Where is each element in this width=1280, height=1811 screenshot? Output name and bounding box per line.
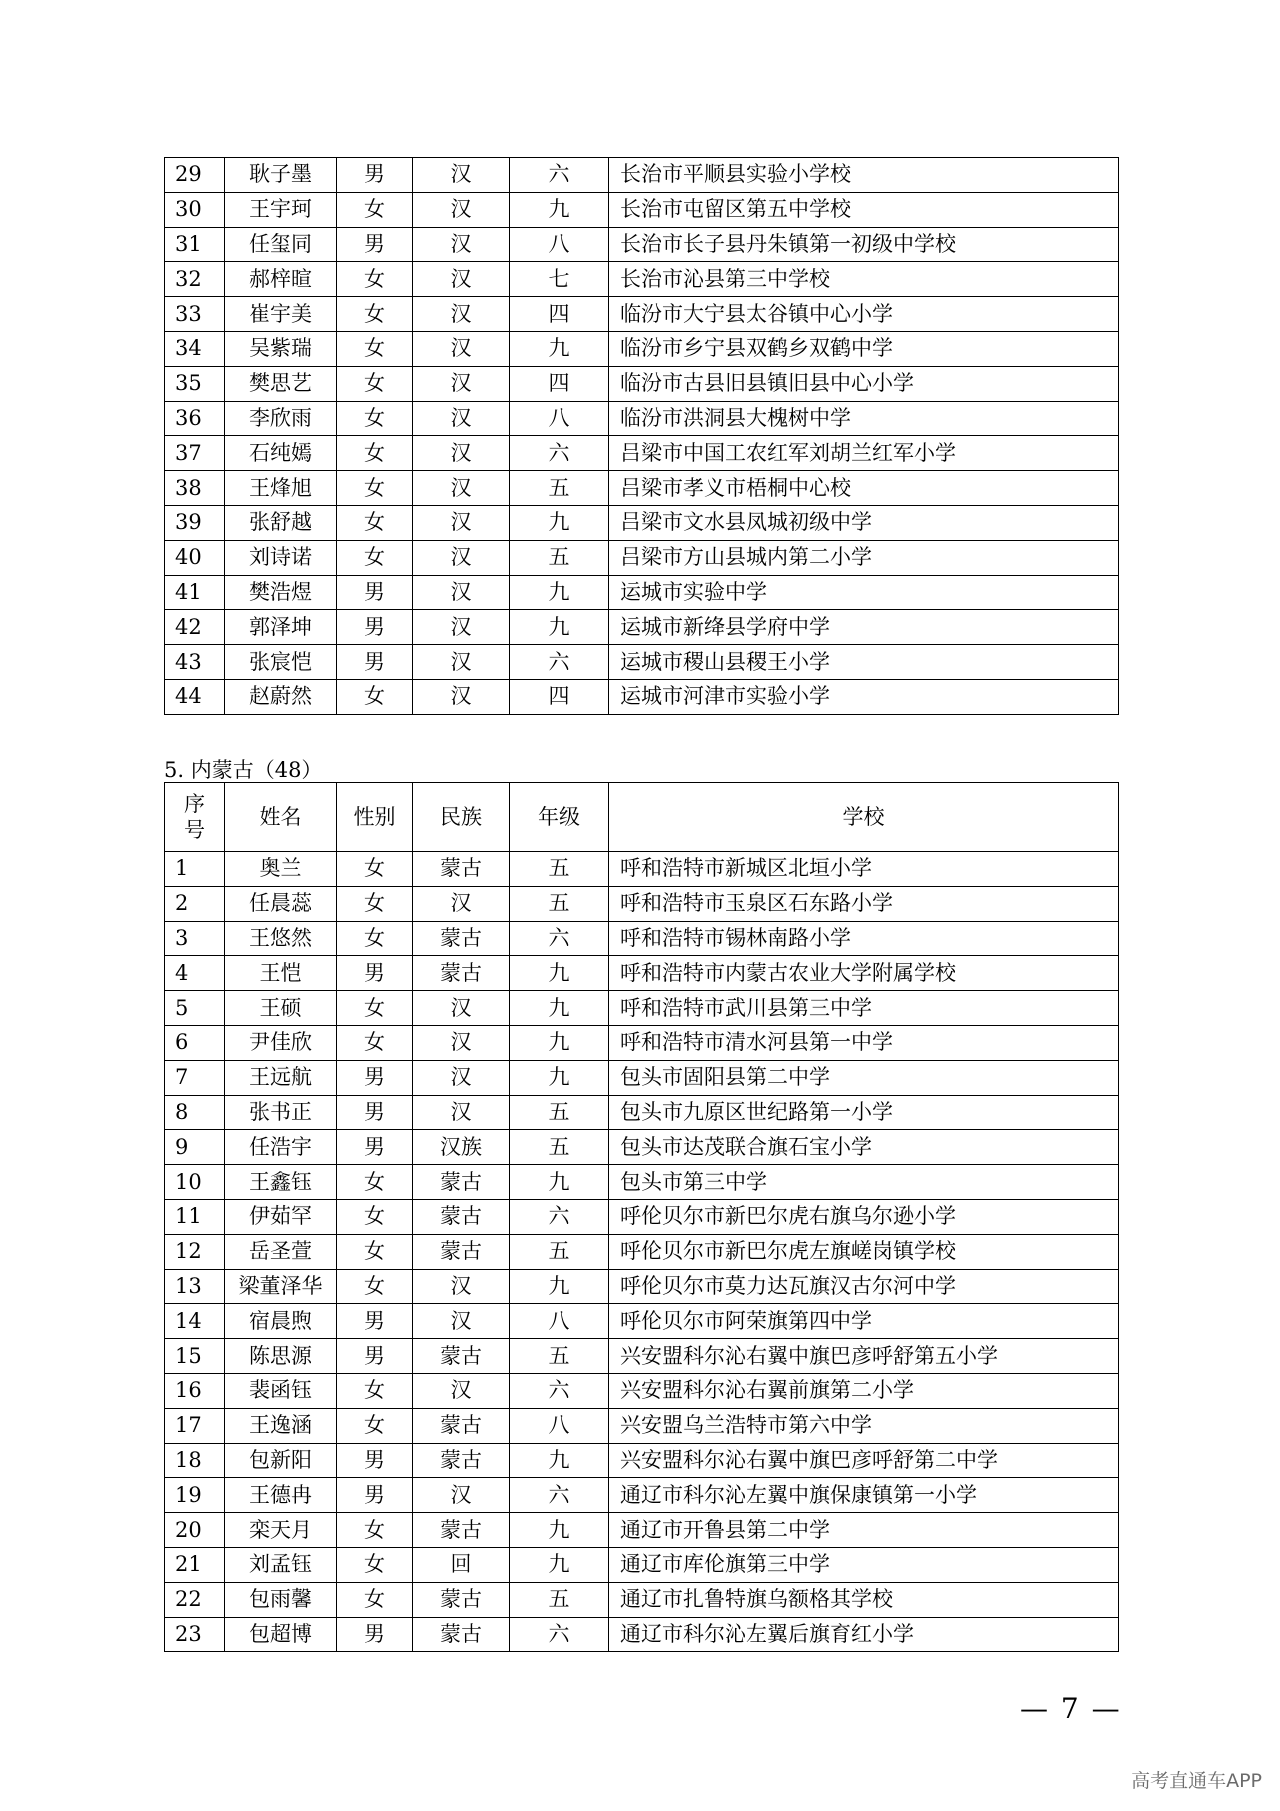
header-ethnicity: 民族 [413, 783, 510, 852]
cell-name: 吴紫瑞 [225, 331, 337, 366]
cell-grade: 五 [510, 852, 609, 887]
table-row [165, 679, 1119, 714]
cell-school: 通辽市开鲁县第二中学 [609, 1513, 1119, 1548]
cell-grade: 六 [510, 921, 609, 956]
table-row [165, 1547, 1119, 1582]
table-body [165, 852, 1119, 1652]
cell-seq: 7 [165, 1060, 225, 1095]
table-row [165, 297, 1119, 332]
cell-grade: 五 [510, 1582, 609, 1617]
cell-gender: 女 [337, 921, 413, 956]
cell-seq: 36 [165, 401, 225, 436]
table-row [165, 331, 1119, 366]
table-row [165, 1025, 1119, 1060]
cell-gender: 女 [337, 1582, 413, 1617]
cell-grade: 九 [510, 1269, 609, 1304]
cell-school: 呼伦贝尔市莫力达瓦旗汉古尔河中学 [609, 1269, 1119, 1304]
page-number: — 7 — [1020, 1692, 1122, 1725]
cell-ethnicity: 汉 [413, 436, 510, 471]
cell-name: 郭泽坤 [225, 610, 337, 645]
table-row [165, 366, 1119, 401]
cell-gender: 男 [337, 1617, 413, 1652]
cell-seq: 18 [165, 1443, 225, 1478]
cell-name: 王远航 [225, 1060, 337, 1095]
roster-table-inner-mongolia [164, 782, 1119, 1652]
cell-gender: 女 [337, 505, 413, 540]
cell-school: 通辽市库伦旗第三中学 [609, 1547, 1119, 1582]
cell-gender: 女 [337, 366, 413, 401]
cell-seq: 42 [165, 610, 225, 645]
cell-grade: 九 [510, 1443, 609, 1478]
table-row [165, 1060, 1119, 1095]
cell-school: 呼和浩特市锡林南路小学 [609, 921, 1119, 956]
cell-gender: 女 [337, 262, 413, 297]
cell-ethnicity: 蒙古 [413, 1165, 510, 1200]
cell-gender: 男 [337, 1304, 413, 1339]
cell-gender: 女 [337, 1547, 413, 1582]
cell-gender: 男 [337, 1443, 413, 1478]
cell-grade: 五 [510, 471, 609, 506]
cell-school: 呼伦贝尔市阿荣旗第四中学 [609, 1304, 1119, 1339]
cell-seq: 16 [165, 1373, 225, 1408]
cell-seq: 11 [165, 1199, 225, 1234]
cell-seq: 3 [165, 921, 225, 956]
table-row [165, 991, 1119, 1026]
cell-school: 吕梁市中国工农红军刘胡兰红军小学 [609, 436, 1119, 471]
cell-seq: 19 [165, 1478, 225, 1513]
cell-grade: 八 [510, 1408, 609, 1443]
cell-school: 临汾市古县旧县镇旧县中心小学 [609, 366, 1119, 401]
cell-gender: 男 [337, 956, 413, 991]
cell-school: 长治市平顺县实验小学校 [609, 158, 1119, 193]
cell-grade: 五 [510, 1095, 609, 1130]
cell-grade: 五 [510, 540, 609, 575]
cell-school: 运城市稷山县稷王小学 [609, 645, 1119, 680]
header-gender: 性别 [337, 783, 413, 852]
table-row [165, 575, 1119, 610]
cell-ethnicity: 蒙古 [413, 1443, 510, 1478]
cell-seq: 10 [165, 1165, 225, 1200]
header-seq-line1: 序 [184, 791, 205, 816]
cell-seq: 31 [165, 227, 225, 262]
table-row [165, 1373, 1119, 1408]
table-row [165, 192, 1119, 227]
table-row [165, 1095, 1119, 1130]
cell-grade: 九 [510, 192, 609, 227]
cell-ethnicity: 汉 [413, 540, 510, 575]
cell-school: 通辽市科尔沁左翼后旗育红小学 [609, 1617, 1119, 1652]
cell-gender: 女 [337, 1165, 413, 1200]
cell-seq: 6 [165, 1025, 225, 1060]
table-row [165, 1478, 1119, 1513]
cell-gender: 男 [337, 575, 413, 610]
cell-ethnicity: 汉 [413, 262, 510, 297]
cell-ethnicity: 汉 [413, 471, 510, 506]
cell-ethnicity: 汉 [413, 505, 510, 540]
table-row [165, 610, 1119, 645]
cell-grade: 九 [510, 610, 609, 645]
cell-ethnicity: 蒙古 [413, 1234, 510, 1269]
cell-ethnicity: 蒙古 [413, 1617, 510, 1652]
cell-gender: 女 [337, 540, 413, 575]
cell-school: 长治市沁县第三中学校 [609, 262, 1119, 297]
cell-school: 包头市达茂联合旗石宝小学 [609, 1130, 1119, 1165]
cell-school: 长治市屯留区第五中学校 [609, 192, 1119, 227]
cell-name: 栾天月 [225, 1513, 337, 1548]
cell-seq: 35 [165, 366, 225, 401]
cell-name: 尹佳欣 [225, 1025, 337, 1060]
cell-grade: 六 [510, 1373, 609, 1408]
cell-school: 呼和浩特市玉泉区石东路小学 [609, 886, 1119, 921]
cell-seq: 39 [165, 505, 225, 540]
cell-seq: 32 [165, 262, 225, 297]
cell-seq: 40 [165, 540, 225, 575]
cell-name: 包雨馨 [225, 1582, 337, 1617]
table-row [165, 1269, 1119, 1304]
cell-grade: 四 [510, 679, 609, 714]
table-row [165, 1304, 1119, 1339]
cell-grade: 五 [510, 1339, 609, 1374]
table-row [165, 227, 1119, 262]
cell-grade: 九 [510, 1060, 609, 1095]
cell-name: 王鑫钰 [225, 1165, 337, 1200]
cell-name: 郝梓暄 [225, 262, 337, 297]
cell-grade: 六 [510, 645, 609, 680]
cell-school: 兴安盟科尔沁右翼中旗巴彦呼舒第二中学 [609, 1443, 1119, 1478]
cell-grade: 七 [510, 262, 609, 297]
cell-grade: 六 [510, 158, 609, 193]
table-row [165, 262, 1119, 297]
cell-name: 樊浩煜 [225, 575, 337, 610]
cell-grade: 九 [510, 991, 609, 1026]
cell-grade: 九 [510, 956, 609, 991]
table-row [165, 540, 1119, 575]
cell-seq: 15 [165, 1339, 225, 1374]
cell-name: 岳圣萱 [225, 1234, 337, 1269]
cell-name: 王烽旭 [225, 471, 337, 506]
cell-gender: 男 [337, 1060, 413, 1095]
cell-school: 运城市河津市实验小学 [609, 679, 1119, 714]
table-row [165, 1617, 1119, 1652]
cell-grade: 九 [510, 1547, 609, 1582]
cell-gender: 女 [337, 679, 413, 714]
table-row [165, 1408, 1119, 1443]
cell-name: 刘诗诺 [225, 540, 337, 575]
cell-grade: 九 [510, 1513, 609, 1548]
cell-gender: 女 [337, 331, 413, 366]
table-row [165, 1443, 1119, 1478]
cell-gender: 女 [337, 886, 413, 921]
cell-school: 长治市长子县丹朱镇第一初级中学校 [609, 227, 1119, 262]
table-row [165, 1339, 1119, 1374]
cell-ethnicity: 汉 [413, 886, 510, 921]
cell-ethnicity: 汉 [413, 991, 510, 1026]
cell-gender: 女 [337, 1513, 413, 1548]
cell-grade: 四 [510, 297, 609, 332]
cell-grade: 九 [510, 331, 609, 366]
cell-name: 张宸恺 [225, 645, 337, 680]
cell-seq: 2 [165, 886, 225, 921]
cell-gender: 男 [337, 645, 413, 680]
cell-grade: 八 [510, 227, 609, 262]
cell-ethnicity: 汉 [413, 679, 510, 714]
cell-gender: 女 [337, 852, 413, 887]
cell-grade: 五 [510, 1234, 609, 1269]
cell-school: 包头市固阳县第二中学 [609, 1060, 1119, 1095]
cell-school: 临汾市大宁县太谷镇中心小学 [609, 297, 1119, 332]
cell-school: 临汾市乡宁县双鹤乡双鹤中学 [609, 331, 1119, 366]
cell-gender: 女 [337, 471, 413, 506]
cell-name: 李欣雨 [225, 401, 337, 436]
cell-name: 张书正 [225, 1095, 337, 1130]
table-row [165, 1130, 1119, 1165]
cell-school: 兴安盟科尔沁右翼中旗巴彦呼舒第五小学 [609, 1339, 1119, 1374]
cell-name: 樊思艺 [225, 366, 337, 401]
cell-school: 吕梁市方山县城内第二小学 [609, 540, 1119, 575]
cell-school: 通辽市科尔沁左翼中旗保康镇第一小学 [609, 1478, 1119, 1513]
cell-gender: 女 [337, 991, 413, 1026]
cell-gender: 男 [337, 610, 413, 645]
cell-school: 通辽市扎鲁特旗乌额格其学校 [609, 1582, 1119, 1617]
cell-gender: 男 [337, 1478, 413, 1513]
table-row [165, 158, 1119, 193]
cell-ethnicity: 汉 [413, 645, 510, 680]
cell-name: 赵蔚然 [225, 679, 337, 714]
cell-gender: 男 [337, 1130, 413, 1165]
cell-gender: 男 [337, 1095, 413, 1130]
cell-grade: 九 [510, 1165, 609, 1200]
cell-ethnicity: 蒙古 [413, 921, 510, 956]
cell-grade: 六 [510, 1617, 609, 1652]
cell-seq: 29 [165, 158, 225, 193]
header-seq [165, 783, 225, 852]
cell-grade: 五 [510, 1130, 609, 1165]
cell-grade: 六 [510, 1478, 609, 1513]
cell-ethnicity: 汉 [413, 366, 510, 401]
cell-name: 梁董泽华 [225, 1269, 337, 1304]
table-row [165, 921, 1119, 956]
cell-gender: 女 [337, 1269, 413, 1304]
cell-ethnicity: 汉 [413, 158, 510, 193]
cell-gender: 男 [337, 158, 413, 193]
cell-ethnicity: 蒙古 [413, 1408, 510, 1443]
cell-gender: 女 [337, 297, 413, 332]
cell-name: 王恺 [225, 956, 337, 991]
table-row [165, 1165, 1119, 1200]
cell-school: 呼和浩特市武川县第三中学 [609, 991, 1119, 1026]
cell-school: 呼伦贝尔市新巴尔虎左旗嵯岗镇学校 [609, 1234, 1119, 1269]
cell-school: 兴安盟乌兰浩特市第六中学 [609, 1408, 1119, 1443]
cell-name: 王硕 [225, 991, 337, 1026]
cell-name: 王悠然 [225, 921, 337, 956]
cell-name: 刘孟钰 [225, 1547, 337, 1582]
cell-seq: 9 [165, 1130, 225, 1165]
cell-ethnicity: 汉 [413, 575, 510, 610]
cell-ethnicity: 汉 [413, 1095, 510, 1130]
header-row [165, 783, 1119, 852]
cell-grade: 六 [510, 1199, 609, 1234]
table-row [165, 645, 1119, 680]
cell-school: 吕梁市孝义市梧桐中心校 [609, 471, 1119, 506]
cell-seq: 30 [165, 192, 225, 227]
watermark-text: 高考直通车APP [1131, 1770, 1262, 1792]
cell-ethnicity: 汉 [413, 297, 510, 332]
cell-gender: 女 [337, 1234, 413, 1269]
cell-ethnicity: 汉 [413, 1060, 510, 1095]
cell-school: 包头市第三中学 [609, 1165, 1119, 1200]
table-row [165, 505, 1119, 540]
cell-name: 宿晨煦 [225, 1304, 337, 1339]
cell-grade: 九 [510, 575, 609, 610]
cell-seq: 22 [165, 1582, 225, 1617]
cell-name: 崔宇美 [225, 297, 337, 332]
cell-school: 运城市新绛县学府中学 [609, 610, 1119, 645]
cell-grade: 九 [510, 505, 609, 540]
cell-gender: 女 [337, 1025, 413, 1060]
cell-ethnicity: 汉族 [413, 1130, 510, 1165]
cell-seq: 44 [165, 679, 225, 714]
cell-seq: 37 [165, 436, 225, 471]
cell-school: 运城市实验中学 [609, 575, 1119, 610]
cell-seq: 21 [165, 1547, 225, 1582]
cell-seq: 33 [165, 297, 225, 332]
cell-name: 奥兰 [225, 852, 337, 887]
cell-name: 陈思源 [225, 1339, 337, 1374]
table-row [165, 1513, 1119, 1548]
cell-ethnicity: 蒙古 [413, 1199, 510, 1234]
table-row [165, 401, 1119, 436]
cell-ethnicity: 汉 [413, 331, 510, 366]
cell-name: 包新阳 [225, 1443, 337, 1478]
cell-seq: 34 [165, 331, 225, 366]
cell-gender: 女 [337, 192, 413, 227]
cell-name: 王宇珂 [225, 192, 337, 227]
cell-seq: 23 [165, 1617, 225, 1652]
cell-seq: 8 [165, 1095, 225, 1130]
cell-seq: 13 [165, 1269, 225, 1304]
cell-ethnicity: 蒙古 [413, 1582, 510, 1617]
cell-grade: 六 [510, 436, 609, 471]
cell-school: 呼和浩特市清水河县第一中学 [609, 1025, 1119, 1060]
cell-ethnicity: 汉 [413, 401, 510, 436]
table-row [165, 852, 1119, 887]
cell-gender: 女 [337, 1408, 413, 1443]
header-school: 学校 [609, 783, 1119, 852]
cell-grade: 九 [510, 1025, 609, 1060]
cell-name: 张舒越 [225, 505, 337, 540]
cell-school: 兴安盟科尔沁右翼前旗第二小学 [609, 1373, 1119, 1408]
cell-ethnicity: 汉 [413, 1373, 510, 1408]
cell-name: 石纯嫣 [225, 436, 337, 471]
table-body [165, 158, 1119, 715]
table-row [165, 436, 1119, 471]
cell-grade: 四 [510, 366, 609, 401]
cell-gender: 男 [337, 227, 413, 262]
cell-name: 任玺同 [225, 227, 337, 262]
cell-seq: 43 [165, 645, 225, 680]
cell-school: 吕梁市文水县凤城初级中学 [609, 505, 1119, 540]
cell-school: 呼和浩特市内蒙古农业大学附属学校 [609, 956, 1119, 991]
table-row [165, 886, 1119, 921]
table-row [165, 956, 1119, 991]
cell-seq: 41 [165, 575, 225, 610]
cell-school: 临汾市洪洞县大槐树中学 [609, 401, 1119, 436]
cell-seq: 20 [165, 1513, 225, 1548]
cell-seq: 38 [165, 471, 225, 506]
cell-gender: 女 [337, 1373, 413, 1408]
cell-ethnicity: 汉 [413, 1269, 510, 1304]
cell-gender: 女 [337, 401, 413, 436]
cell-grade: 五 [510, 886, 609, 921]
header-grade: 年级 [510, 783, 609, 852]
cell-seq: 12 [165, 1234, 225, 1269]
cell-name: 耿子墨 [225, 158, 337, 193]
cell-ethnicity: 汉 [413, 1304, 510, 1339]
cell-name: 裴函钰 [225, 1373, 337, 1408]
cell-ethnicity: 汉 [413, 1025, 510, 1060]
cell-school: 包头市九原区世纪路第一小学 [609, 1095, 1119, 1130]
cell-ethnicity: 汉 [413, 1478, 510, 1513]
cell-ethnicity: 汉 [413, 192, 510, 227]
header-seq-line2: 号 [184, 818, 205, 842]
cell-name: 伊茹罕 [225, 1199, 337, 1234]
cell-seq: 14 [165, 1304, 225, 1339]
roster-table-shanxi-continued [164, 157, 1119, 715]
cell-school: 呼和浩特市新城区北垣小学 [609, 852, 1119, 887]
cell-ethnicity: 回 [413, 1547, 510, 1582]
cell-name: 包超博 [225, 1617, 337, 1652]
table-row [165, 471, 1119, 506]
cell-name: 王德冉 [225, 1478, 337, 1513]
cell-ethnicity: 蒙古 [413, 956, 510, 991]
cell-seq: 17 [165, 1408, 225, 1443]
cell-seq: 4 [165, 956, 225, 991]
table-row [165, 1234, 1119, 1269]
cell-ethnicity: 蒙古 [413, 852, 510, 887]
cell-seq: 5 [165, 991, 225, 1026]
cell-name: 王逸涵 [225, 1408, 337, 1443]
cell-seq: 1 [165, 852, 225, 887]
cell-gender: 男 [337, 1339, 413, 1374]
cell-name: 任晨蕊 [225, 886, 337, 921]
cell-ethnicity: 蒙古 [413, 1339, 510, 1374]
section-title: 5. 内蒙古（48） [164, 758, 323, 782]
table-row [165, 1582, 1119, 1617]
cell-ethnicity: 汉 [413, 610, 510, 645]
table-header [165, 783, 1119, 852]
cell-ethnicity: 汉 [413, 227, 510, 262]
cell-grade: 八 [510, 1304, 609, 1339]
cell-ethnicity: 蒙古 [413, 1513, 510, 1548]
cell-name: 任浩宇 [225, 1130, 337, 1165]
header-name: 姓名 [225, 783, 337, 852]
table-row [165, 1199, 1119, 1234]
cell-grade: 八 [510, 401, 609, 436]
cell-gender: 女 [337, 1199, 413, 1234]
cell-gender: 女 [337, 436, 413, 471]
cell-school: 呼伦贝尔市新巴尔虎右旗乌尔逊小学 [609, 1199, 1119, 1234]
